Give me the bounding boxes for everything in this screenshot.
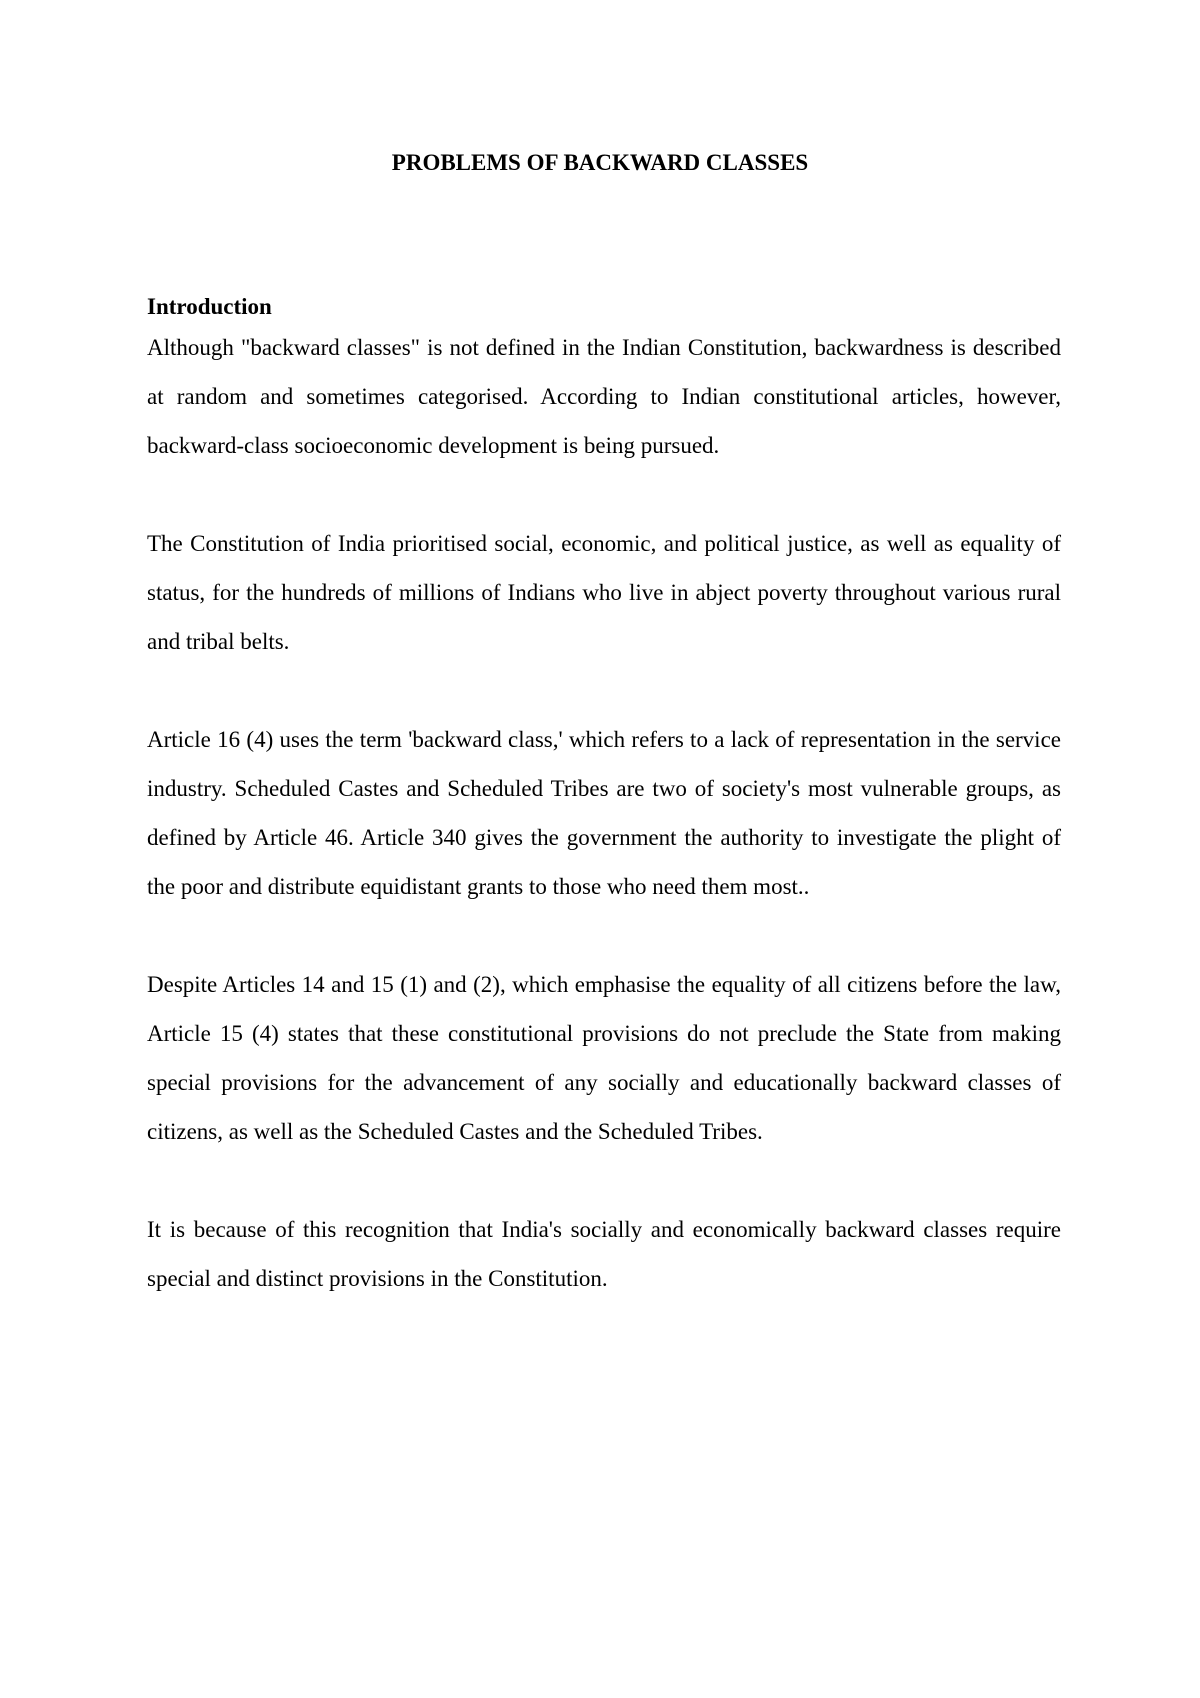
section-heading: Introduction — [147, 294, 272, 319]
paragraph: It is because of this recognition that India's socially and economically backward classes require special and distinct provisions in the Constitution. — [147, 1217, 1061, 1291]
paragraph: The Constitution of India prioritised social, economic, and political justice, as well as equality of status, for the hundreds of millions of Indians who live in abject poverty throughout various rural and tribal belts. — [147, 531, 1061, 654]
paragraph: Despite Articles 14 and 15 (1) and (2), which emphasise the equality of all citizens before the law, Article 15 (4) states that these constitutional provisions do not preclude the State from making special provisions for the advancement of any socially and educationally backward classes of citizens, as well as the Scheduled Castes and the Scheduled Tribes. — [147, 972, 1061, 1144]
paragraph: Although "backward classes" is not defined in the Indian Constitution, backwardness is described at random and sometimes categorised. According to Indian constitutional articles, however, backward-class socioeconomic development is being pursued. — [147, 335, 1061, 458]
paragraph: Article 16 (4) uses the term 'backward class,' which refers to a lack of representation in the service industry. Scheduled Castes and Scheduled Tribes are two of society's most vulnerable groups, as defined by Article 46. Article 340 gives the government the authority to investigate the plight of the poor and distribute equidistant grants to those who need them most.. — [147, 727, 1061, 899]
document-body — [147, 292, 1061, 1303]
document-title: PROBLEMS OF BACKWARD CLASSES — [391, 150, 809, 175]
